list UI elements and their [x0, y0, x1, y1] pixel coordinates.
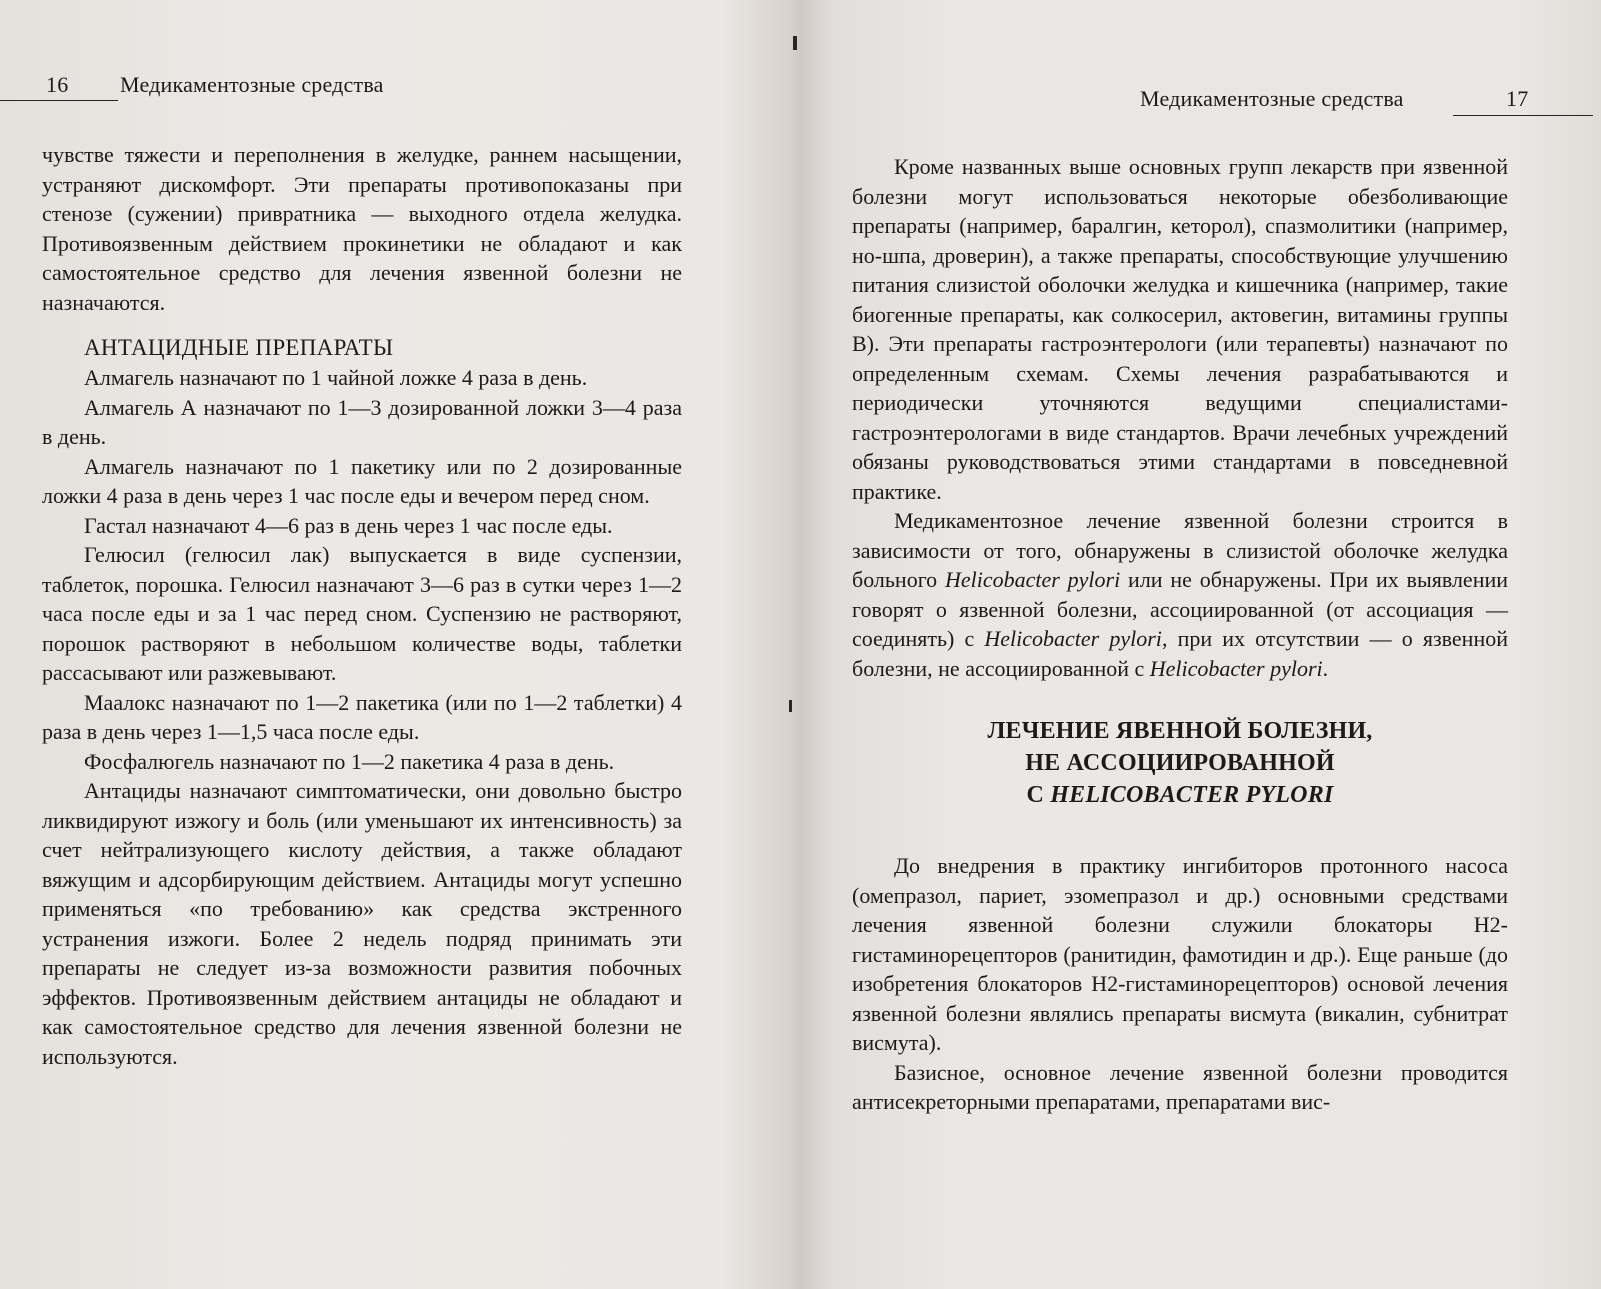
species-name: Helicobacter pylori [984, 626, 1162, 651]
chapter-heading-line [852, 779, 1508, 811]
text-run: , при их отсутствии — о язвенной болезни, не ассоциированной с [852, 626, 1508, 681]
left-page-body [42, 140, 682, 1071]
paragraph: Алмагель назначают по 1 чайной ложке 4 раза в день. [84, 365, 588, 390]
page-number: 17 [1506, 86, 1529, 111]
chapter-heading-line: НЕ АССОЦИИРОВАННОЙ [1025, 750, 1335, 776]
running-head-rule [0, 100, 118, 101]
chapter-heading-species: HELICOBACTER PYLORI [1050, 782, 1334, 808]
paragraph: Гастал назначают 4—6 раз в день через 1 час после еды. [84, 512, 613, 538]
paragraph: Гелюсил (гелюсил лак) выпускается в виде суспензии, таблеток, порошка. Гелюсил назначают 3—6 раз в сутки через 1—2 часа после еды и за 1 час перед сном. Суспензию не растворяют, порошок растворяют в небольшом количестве воды, таблетки рассасывают или разжевывают. [42, 542, 682, 685]
text-run: или не обнаружены. При их выявлении говорят о язвенной болезни, ассоциированной (от ассоциация — соединять) с [852, 567, 1509, 651]
running-head-rule [1453, 115, 1593, 116]
chapter-heading-prefix: С [1026, 782, 1051, 808]
paragraph: Кроме названных выше основных групп лекарств при язвенной болезни могут использоваться некоторые обезболивающие препараты (например, баралгин, кеторол), спазмолитики (например, но-шпа, дроверин), а также препараты, способствующие улучшению питания слизистой оболочки желудка и кишечника (например, такие биогенные препараты, как солкосерил, актовегин, витамины группы В). Эти препараты гастроэнтерологи (или терапевты) назначают по определенным схемам. Схемы лечения разрабатываются и периодически уточняются ведущими специалистами-гастроэнтерологами в виде стандартов. Врачи лечебных учреждений обязаны руководствоваться этими стандартами в повседневной практике. [852, 154, 1508, 504]
paragraph: До внедрения в практику ингибиторов протонного насоса (омепразол, париет, эзомепразол и др.) основными средствами лечения язвенной болезни служили блокаторы Н2-гистаминорецепторов (ранитидин, фамотидин и др.). Еще раньше (до изобретения блокаторов Н2-гистаминорецепторов) основой лечения язвенной болезни являлись препараты висмута (викалин, субнитрат висмута). [852, 853, 1508, 1055]
chapter-heading [852, 715, 1508, 811]
chapter-heading-line: ЛЕЧЕНИЕ ЯВЕННОЙ БОЛЕЗНИ, [987, 718, 1373, 744]
page-number: 16 [46, 72, 69, 97]
paragraph: Фосфалюгель назначают по 1—2 пакетика 4 раза в день. [84, 748, 615, 774]
species-name: Helicobacter pylori [1149, 655, 1323, 681]
running-head-title: Медикаментозные средства [120, 72, 384, 97]
species-name: Helicobacter pylori [945, 567, 1121, 592]
paragraph [852, 506, 1508, 683]
running-head-title: Медикаментозные средства [1140, 86, 1404, 111]
paragraph: Алмагель назначают по 1 пакетику или по 2 дозированные ложки 4 раза в день через 1 час после еды и вечером перед сном. [42, 453, 682, 508]
paragraph: Алмагель А назначают по 1—3 дозированной ложки 3—4 раза в день. [42, 394, 682, 449]
section-heading: АНТАЦИДНЫЕ ПРЕПАРАТЫ [84, 335, 394, 360]
left-page [0, 0, 790, 1289]
paragraph: Маалокс назначают по 1—2 пакетика (или по 1—2 таблетки) 4 раза в день через 1—1,5 часа после еды. [42, 689, 682, 744]
paragraph: чувстве тяжести и переполнения в желудке, раннем насыщении, устраняют дискомфорт. Эти препараты противопоказаны при стенозе (сужении) привратника — выходного отдела желудка. Противоязвенным действием прокинетики не обладают и как самостоятельное средство для лечения язвенной болезни не назначаются. [42, 142, 682, 315]
paragraph: Базисное, основное лечение язвенной болезни проводится антисекреторными препаратами, препаратами вис- [852, 1059, 1508, 1114]
right-page-body [852, 152, 1508, 1117]
paragraph: Антациды назначают симптоматически, они довольно быстро ликвидируют изжогу и боль (или уменьшают их интенсивность) за счет нейтрализующего кислоту действия, а также обладают вяжущим и адсорбирующим действием. Антациды могут успешно применяться «по требованию» как средства экстренного устранения изжоги. Более 2 недель подряд принимать эти препараты не следует из-за возможности развития побочных эффектов. Противоязвенным действием антациды не обладают и как самостоятельное средство для лечения язвенной болезни не используются. [42, 778, 682, 1069]
right-page [790, 0, 1601, 1289]
text-run: . [1322, 655, 1329, 681]
text-run: Медикаментозное лечение язвенной болезни строится в зависимости от того, обнаружены в слизистой оболочке желудка больного [852, 508, 1508, 592]
